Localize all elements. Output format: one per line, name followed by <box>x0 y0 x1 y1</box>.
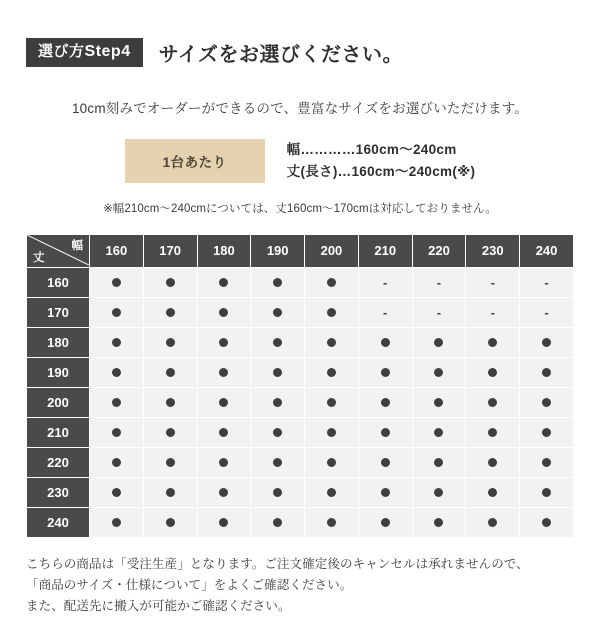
available-dot-icon <box>219 308 228 317</box>
availability-cell-unavailable <box>520 297 574 327</box>
available-dot-icon <box>327 398 336 407</box>
availability-cell-available <box>305 477 359 507</box>
availability-cell-available <box>197 447 251 477</box>
footer-line-3: また、配送先に搬入が可能かご確認ください。 <box>26 599 291 614</box>
available-dot-icon <box>542 398 551 407</box>
available-dot-icon <box>219 488 228 497</box>
table-row <box>27 297 574 327</box>
step-badge-en-label: Step4 <box>84 43 131 60</box>
table-row <box>27 447 574 477</box>
available-dot-icon <box>273 428 282 437</box>
availability-cell-available <box>412 447 466 477</box>
spec-label: 1台あたり <box>125 139 265 183</box>
size-matrix-body <box>27 267 574 537</box>
available-dot-icon <box>488 428 497 437</box>
available-dot-icon <box>273 398 282 407</box>
availability-cell-available <box>305 447 359 477</box>
availability-cell-available <box>358 447 412 477</box>
availability-cell-unavailable <box>466 267 520 297</box>
availability-cell-available <box>197 297 251 327</box>
available-dot-icon <box>112 518 121 527</box>
available-dot-icon <box>542 428 551 437</box>
unavailable-dash-icon: - <box>490 305 495 321</box>
availability-cell-available <box>412 417 466 447</box>
spec-width-line: 幅…………160cm〜240cm <box>286 142 457 157</box>
availability-cell-unavailable <box>358 297 412 327</box>
availability-cell-unavailable <box>358 267 412 297</box>
available-dot-icon <box>542 488 551 497</box>
spec-note: ※幅210cm〜240cmについては、丈160cm〜170cmは対応しておりません。 <box>103 202 497 215</box>
row-header: 220 <box>27 447 90 477</box>
unavailable-dash-icon: - <box>383 305 388 321</box>
availability-cell-available <box>143 327 197 357</box>
row-header: 170 <box>27 297 90 327</box>
availability-cell-available <box>305 417 359 447</box>
availability-cell-available <box>466 357 520 387</box>
available-dot-icon <box>273 518 282 527</box>
available-dot-icon <box>112 308 121 317</box>
unavailable-dash-icon: - <box>436 305 442 321</box>
availability-cell-available <box>251 297 305 327</box>
availability-cell-unavailable <box>412 297 466 327</box>
row-header: 180 <box>27 327 90 357</box>
availability-cell-available <box>305 327 359 357</box>
availability-cell-available <box>358 357 412 387</box>
availability-cell-available <box>412 327 466 357</box>
column-header: 180 <box>197 234 251 267</box>
available-dot-icon <box>327 338 336 347</box>
available-dot-icon <box>273 458 282 467</box>
footer-notes <box>26 554 574 617</box>
available-dot-icon <box>327 488 336 497</box>
availability-cell-unavailable <box>520 267 574 297</box>
row-header: 210 <box>27 417 90 447</box>
available-dot-icon <box>488 338 497 347</box>
column-header: 230 <box>466 234 520 267</box>
available-dot-icon <box>273 368 282 377</box>
available-dot-icon <box>381 518 390 527</box>
footer-line-1: こちらの商品は「受注生産」となります。ご注文確定後のキャンセルは承れませんので、 <box>26 556 529 571</box>
available-dot-icon <box>219 338 228 347</box>
corner-height-label: 丈 <box>33 251 45 264</box>
availability-cell-available <box>251 387 305 417</box>
available-dot-icon <box>219 458 228 467</box>
row-header: 240 <box>27 507 90 537</box>
available-dot-icon <box>542 338 551 347</box>
availability-cell-available <box>90 267 144 297</box>
available-dot-icon <box>434 488 443 497</box>
available-dot-icon <box>327 278 336 287</box>
availability-cell-available <box>143 447 197 477</box>
availability-cell-available <box>90 477 144 507</box>
available-dot-icon <box>488 368 497 377</box>
unavailable-dash-icon: - <box>544 305 549 321</box>
size-matrix-table <box>26 234 574 538</box>
availability-cell-available <box>520 327 574 357</box>
size-matrix-wrapper <box>26 234 574 538</box>
table-row <box>27 327 574 357</box>
unavailable-dash-icon: - <box>383 275 388 291</box>
unavailable-dash-icon: - <box>544 275 549 291</box>
availability-cell-available <box>197 357 251 387</box>
availability-cell-available <box>90 297 144 327</box>
availability-cell-available <box>520 357 574 387</box>
table-row <box>27 477 574 507</box>
availability-cell-available <box>358 507 412 537</box>
available-dot-icon <box>166 518 175 527</box>
available-dot-icon <box>112 458 121 467</box>
available-dot-icon <box>327 308 336 317</box>
row-header: 190 <box>27 357 90 387</box>
availability-cell-available <box>90 327 144 357</box>
availability-cell-available <box>251 507 305 537</box>
column-header: 190 <box>251 234 305 267</box>
availability-cell-available <box>520 387 574 417</box>
available-dot-icon <box>112 488 121 497</box>
availability-cell-available <box>305 267 359 297</box>
page-header <box>26 0 574 67</box>
available-dot-icon <box>219 368 228 377</box>
step-badge-jp-label: 選び方 <box>38 43 85 60</box>
column-header: 200 <box>305 234 359 267</box>
availability-cell-available <box>251 267 305 297</box>
available-dot-icon <box>327 458 336 467</box>
row-header: 200 <box>27 387 90 417</box>
available-dot-icon <box>381 398 390 407</box>
availability-cell-available <box>143 417 197 447</box>
available-dot-icon <box>219 278 228 287</box>
column-header: 160 <box>90 234 144 267</box>
availability-cell-available <box>90 447 144 477</box>
availability-cell-available <box>466 507 520 537</box>
available-dot-icon <box>542 368 551 377</box>
availability-cell-available <box>197 477 251 507</box>
available-dot-icon <box>434 458 443 467</box>
step-badge <box>26 38 143 67</box>
lead-text: 10cm刻みでオーダーができるので、豊富なサイズをお選びいただけます。 <box>71 101 529 116</box>
availability-cell-available <box>143 297 197 327</box>
table-corner-cell <box>27 234 90 267</box>
page-title: サイズをお選びください。 <box>158 44 403 66</box>
column-header: 170 <box>143 234 197 267</box>
availability-cell-available <box>412 477 466 507</box>
available-dot-icon <box>434 518 443 527</box>
corner-width-label: 幅 <box>71 239 83 252</box>
unavailable-dash-icon: - <box>490 275 495 291</box>
spec-length-line: 丈(長さ)…160cm〜240cm(※) <box>286 164 476 180</box>
availability-cell-available <box>466 417 520 447</box>
availability-cell-available <box>466 447 520 477</box>
available-dot-icon <box>166 278 175 287</box>
availability-cell-available <box>412 357 466 387</box>
available-dot-icon <box>542 518 551 527</box>
available-dot-icon <box>219 398 228 407</box>
available-dot-icon <box>166 308 175 317</box>
available-dot-icon <box>166 398 175 407</box>
available-dot-icon <box>434 428 443 437</box>
availability-cell-available <box>90 417 144 447</box>
available-dot-icon <box>381 368 390 377</box>
availability-cell-available <box>197 507 251 537</box>
availability-cell-available <box>143 267 197 297</box>
available-dot-icon <box>166 458 175 467</box>
availability-cell-available <box>251 357 305 387</box>
availability-cell-available <box>143 357 197 387</box>
available-dot-icon <box>542 458 551 467</box>
availability-cell-available <box>143 387 197 417</box>
availability-cell-available <box>143 477 197 507</box>
availability-cell-available <box>251 477 305 507</box>
available-dot-icon <box>273 278 282 287</box>
available-dot-icon <box>434 368 443 377</box>
availability-cell-unavailable <box>466 297 520 327</box>
table-row <box>27 357 574 387</box>
available-dot-icon <box>434 338 443 347</box>
availability-cell-available <box>466 387 520 417</box>
availability-cell-available <box>305 357 359 387</box>
column-header: 220 <box>412 234 466 267</box>
available-dot-icon <box>219 518 228 527</box>
availability-cell-available <box>197 327 251 357</box>
table-row <box>27 267 574 297</box>
available-dot-icon <box>166 428 175 437</box>
available-dot-icon <box>112 398 121 407</box>
availability-cell-available <box>412 387 466 417</box>
available-dot-icon <box>166 338 175 347</box>
available-dot-icon <box>327 428 336 437</box>
available-dot-icon <box>488 488 497 497</box>
spec-values <box>287 139 476 184</box>
availability-cell-available <box>358 477 412 507</box>
availability-cell-available <box>520 417 574 447</box>
availability-cell-available <box>90 387 144 417</box>
available-dot-icon <box>381 488 390 497</box>
footer-line-2: 「商品のサイズ・仕様について」をよくご確認ください。 <box>26 577 353 592</box>
available-dot-icon <box>166 488 175 497</box>
available-dot-icon <box>488 398 497 407</box>
availability-cell-available <box>466 477 520 507</box>
available-dot-icon <box>112 428 121 437</box>
availability-cell-available <box>520 477 574 507</box>
table-row <box>27 507 574 537</box>
available-dot-icon <box>112 368 121 377</box>
availability-cell-available <box>520 507 574 537</box>
availability-cell-available <box>197 267 251 297</box>
availability-cell-unavailable <box>412 267 466 297</box>
availability-cell-available <box>90 357 144 387</box>
available-dot-icon <box>327 368 336 377</box>
column-header: 240 <box>520 234 574 267</box>
spec-block <box>26 139 574 184</box>
available-dot-icon <box>273 308 282 317</box>
availability-cell-available <box>197 417 251 447</box>
available-dot-icon <box>273 338 282 347</box>
availability-cell-available <box>358 327 412 357</box>
row-header: 230 <box>27 477 90 507</box>
available-dot-icon <box>381 428 390 437</box>
table-row <box>27 417 574 447</box>
unavailable-dash-icon: - <box>436 275 442 291</box>
size-matrix-head <box>27 234 574 267</box>
availability-cell-available <box>251 327 305 357</box>
column-header: 210 <box>358 234 412 267</box>
availability-cell-available <box>305 507 359 537</box>
availability-cell-available <box>197 387 251 417</box>
available-dot-icon <box>488 458 497 467</box>
table-row <box>27 387 574 417</box>
availability-cell-available <box>305 297 359 327</box>
table-header-row <box>27 234 574 267</box>
availability-cell-available <box>412 507 466 537</box>
available-dot-icon <box>327 518 336 527</box>
availability-cell-available <box>90 507 144 537</box>
availability-cell-available <box>358 417 412 447</box>
availability-cell-available <box>251 447 305 477</box>
available-dot-icon <box>166 368 175 377</box>
available-dot-icon <box>381 338 390 347</box>
available-dot-icon <box>112 278 121 287</box>
available-dot-icon <box>112 338 121 347</box>
availability-cell-available <box>358 387 412 417</box>
available-dot-icon <box>434 398 443 407</box>
row-header: 160 <box>27 267 90 297</box>
available-dot-icon <box>488 518 497 527</box>
availability-cell-available <box>466 327 520 357</box>
availability-cell-available <box>305 387 359 417</box>
availability-cell-available <box>143 507 197 537</box>
availability-cell-available <box>520 447 574 477</box>
available-dot-icon <box>381 458 390 467</box>
available-dot-icon <box>219 428 228 437</box>
availability-cell-available <box>251 417 305 447</box>
available-dot-icon <box>273 488 282 497</box>
